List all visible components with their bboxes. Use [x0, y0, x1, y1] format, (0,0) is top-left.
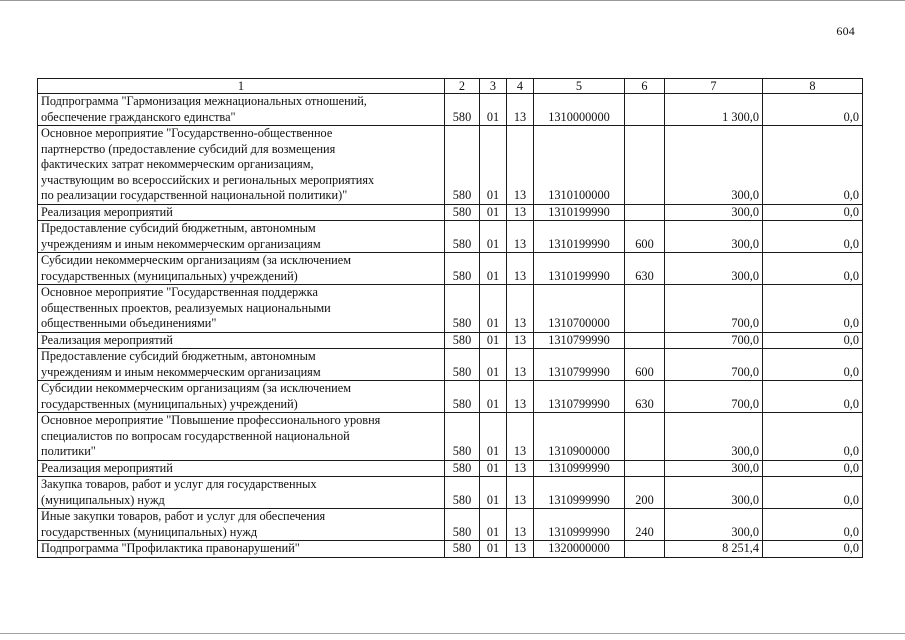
amount-cell: 300,0 [665, 460, 763, 477]
item-name-line: по реализации государственной национальной политики)" [41, 188, 348, 202]
section-cell: 01 [480, 204, 507, 221]
amount-second-cell: 0,0 [763, 332, 863, 349]
expense-type-cell [625, 541, 665, 558]
item-name-cell [38, 332, 445, 349]
item-name-line: Предоставление субсидий бюджетным, автономным [41, 349, 316, 363]
subsection-cell: 13 [507, 460, 534, 477]
table-body [38, 94, 863, 558]
table-row [38, 332, 863, 349]
item-name-line: Субсидии некоммерческим организациям (за исключением [41, 381, 351, 395]
table-row [38, 349, 863, 381]
amount-cell: 300,0 [665, 413, 763, 461]
item-name-cell [38, 221, 445, 253]
expense-type-cell: 600 [625, 221, 665, 253]
section-cell: 01 [480, 221, 507, 253]
item-name-cell [38, 413, 445, 461]
ved-cell: 580 [445, 509, 480, 541]
item-name-line: фактических затрат некоммерческим организациям, [41, 157, 314, 171]
subsection-cell: 13 [507, 94, 534, 126]
item-name-cell [38, 253, 445, 285]
item-name-line: Реализация мероприятий [41, 204, 173, 219]
amount-second-cell: 0,0 [763, 509, 863, 541]
item-name-line: государственных (муниципальных) нужд [41, 524, 258, 539]
amount-second-cell: 0,0 [763, 381, 863, 413]
target-article-cell: 1310000000 [534, 94, 625, 126]
amount-second-cell: 0,0 [763, 285, 863, 333]
header-cell: 2 [445, 79, 480, 94]
amount-second-cell: 0,0 [763, 541, 863, 558]
expense-type-cell: 240 [625, 509, 665, 541]
ved-cell: 580 [445, 381, 480, 413]
item-name-line: специалистов по вопросам государственной национальной [41, 428, 350, 443]
item-name-line: учреждениям и иным некоммерческим организациям [41, 364, 321, 379]
ved-cell: 580 [445, 413, 480, 461]
amount-second-cell: 0,0 [763, 477, 863, 509]
expense-type-cell [625, 94, 665, 126]
item-name-cell [38, 126, 445, 205]
item-name-cell [38, 541, 445, 558]
item-name-line: Основное мероприятие "Повышение профессионального уровня [41, 413, 381, 427]
table-row [38, 126, 863, 205]
table-row [38, 285, 863, 333]
table-row [38, 221, 863, 253]
item-name-line: Субсидии некоммерческим организациям (за исключением [41, 253, 351, 267]
expense-type-cell: 600 [625, 349, 665, 381]
table-row [38, 413, 863, 461]
item-name-line: обеспечение гражданского единства" [41, 109, 236, 124]
item-name-cell [38, 349, 445, 381]
subsection-cell: 13 [507, 253, 534, 285]
subsection-cell: 13 [507, 332, 534, 349]
target-article-cell: 1310999990 [534, 509, 625, 541]
ved-cell: 580 [445, 285, 480, 333]
item-name-line: Иные закупки товаров, работ и услуг для обеспечения [41, 509, 326, 523]
item-name-cell [38, 94, 445, 126]
item-name-line: Подпрограмма "Гармонизация межнациональных отношений, [41, 94, 367, 108]
expense-type-cell [625, 126, 665, 205]
table-row [38, 541, 863, 558]
amount-cell: 300,0 [665, 477, 763, 509]
amount-cell: 700,0 [665, 332, 763, 349]
section-cell: 01 [480, 413, 507, 461]
table-row [38, 94, 863, 126]
expense-type-cell [625, 413, 665, 461]
amount-cell: 1 300,0 [665, 94, 763, 126]
amount-cell: 300,0 [665, 126, 763, 205]
target-article-cell: 1320000000 [534, 541, 625, 558]
amount-cell: 300,0 [665, 509, 763, 541]
amount-cell: 700,0 [665, 381, 763, 413]
item-name-line: участвующим во всероссийских и региональных мероприятиях [41, 172, 375, 187]
target-article-cell: 1310900000 [534, 413, 625, 461]
item-name-line: Подпрограмма "Профилактика правонарушений" [41, 541, 300, 555]
amount-second-cell: 0,0 [763, 253, 863, 285]
target-article-cell: 1310999990 [534, 460, 625, 477]
ved-cell: 580 [445, 460, 480, 477]
expense-type-cell [625, 332, 665, 349]
page-number: 604 [836, 24, 855, 38]
amount-cell: 700,0 [665, 349, 763, 381]
subsection-cell: 13 [507, 413, 534, 461]
expense-type-cell: 630 [625, 253, 665, 285]
item-name-line: (муниципальных) нужд [41, 492, 165, 507]
item-name-line: Закупка товаров, работ и услуг для государственных [41, 477, 317, 491]
expense-type-cell [625, 285, 665, 333]
ved-cell: 580 [445, 253, 480, 285]
ved-cell: 580 [445, 221, 480, 253]
header-cell: 7 [665, 79, 763, 94]
budget-table [37, 78, 863, 558]
amount-second-cell: 0,0 [763, 349, 863, 381]
amount-second-cell: 0,0 [763, 460, 863, 477]
section-cell: 01 [480, 509, 507, 541]
table-row [38, 460, 863, 477]
subsection-cell: 13 [507, 126, 534, 205]
subsection-cell: 13 [507, 477, 534, 509]
amount-second-cell: 0,0 [763, 221, 863, 253]
expense-type-cell: 200 [625, 477, 665, 509]
item-name-line: Реализация мероприятий [41, 460, 173, 475]
item-name-line: Основное мероприятие "Государственно-общественное [41, 126, 333, 140]
target-article-cell: 1310199990 [534, 253, 625, 285]
header-cell: 1 [38, 79, 445, 94]
section-cell: 01 [480, 460, 507, 477]
item-name-line: учреждениям и иным некоммерческим организациям [41, 236, 321, 251]
subsection-cell: 13 [507, 509, 534, 541]
amount-cell: 300,0 [665, 253, 763, 285]
target-article-cell: 1310999990 [534, 477, 625, 509]
item-name-line: Основное мероприятие "Государственная поддержка [41, 285, 318, 299]
item-name-line: политики" [41, 444, 96, 458]
amount-cell: 8 251,4 [665, 541, 763, 558]
section-cell: 01 [480, 94, 507, 126]
amount-second-cell: 0,0 [763, 126, 863, 205]
item-name-line: партнерство (предоставление субсидий для возмещения [41, 141, 336, 156]
expense-type-cell [625, 204, 665, 221]
item-name-cell [38, 204, 445, 221]
section-cell: 01 [480, 477, 507, 509]
expense-type-cell: 630 [625, 381, 665, 413]
item-name-cell [38, 509, 445, 541]
scan-edge-bottom [0, 633, 905, 634]
section-cell: 01 [480, 349, 507, 381]
ved-cell: 580 [445, 94, 480, 126]
subsection-cell: 13 [507, 541, 534, 558]
target-article-cell: 1310199990 [534, 204, 625, 221]
scan-edge-top [0, 0, 905, 1]
amount-second-cell: 0,0 [763, 204, 863, 221]
section-cell: 01 [480, 126, 507, 205]
item-name-cell [38, 381, 445, 413]
amount-cell: 300,0 [665, 221, 763, 253]
section-cell: 01 [480, 253, 507, 285]
table-row [38, 381, 863, 413]
subsection-cell: 13 [507, 381, 534, 413]
item-name-cell [38, 460, 445, 477]
amount-cell: 300,0 [665, 204, 763, 221]
subsection-cell: 13 [507, 204, 534, 221]
target-article-cell: 1310199990 [534, 221, 625, 253]
ved-cell: 580 [445, 332, 480, 349]
table-row [38, 253, 863, 285]
table-row [38, 477, 863, 509]
item-name-line: общественных проектов, реализуемых национальными [41, 300, 331, 315]
table-row [38, 204, 863, 221]
item-name-cell [38, 477, 445, 509]
ved-cell: 580 [445, 541, 480, 558]
ved-cell: 580 [445, 204, 480, 221]
amount-second-cell: 0,0 [763, 413, 863, 461]
section-cell: 01 [480, 381, 507, 413]
section-cell: 01 [480, 285, 507, 333]
header-cell: 8 [763, 79, 863, 94]
header-cell: 5 [534, 79, 625, 94]
subsection-cell: 13 [507, 221, 534, 253]
ved-cell: 580 [445, 126, 480, 205]
section-cell: 01 [480, 541, 507, 558]
expense-type-cell [625, 460, 665, 477]
item-name-line: общественными объединениями" [41, 316, 217, 330]
amount-second-cell: 0,0 [763, 94, 863, 126]
header-cell: 6 [625, 79, 665, 94]
item-name-line: государственных (муниципальных) учреждений) [41, 268, 298, 283]
table-header-row [38, 79, 863, 94]
section-cell: 01 [480, 332, 507, 349]
target-article-cell: 1310799990 [534, 349, 625, 381]
item-name-cell [38, 285, 445, 333]
target-article-cell: 1310100000 [534, 126, 625, 205]
subsection-cell: 13 [507, 349, 534, 381]
item-name-line: Предоставление субсидий бюджетным, автономным [41, 221, 316, 235]
ved-cell: 580 [445, 349, 480, 381]
amount-cell: 700,0 [665, 285, 763, 333]
header-cell: 3 [480, 79, 507, 94]
item-name-line: Реализация мероприятий [41, 332, 173, 347]
subsection-cell: 13 [507, 285, 534, 333]
table-row [38, 509, 863, 541]
target-article-cell: 1310799990 [534, 381, 625, 413]
target-article-cell: 1310700000 [534, 285, 625, 333]
item-name-line: государственных (муниципальных) учреждений) [41, 396, 298, 411]
target-article-cell: 1310799990 [534, 332, 625, 349]
header-cell: 4 [507, 79, 534, 94]
ved-cell: 580 [445, 477, 480, 509]
